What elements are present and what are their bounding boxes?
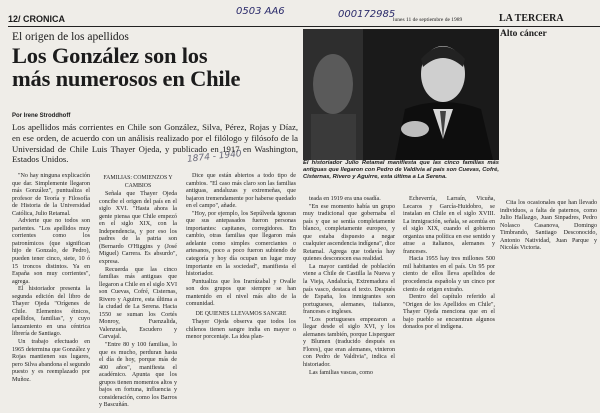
paragraph: Puntualiza que los Irarrázabal y Ovalle son dos grupos que siempre se han mantenido en el nivel más alto de la comunidad. [186, 278, 296, 308]
kicker: El origen de los apellidos [12, 31, 129, 43]
column-3 [186, 173, 296, 342]
lead-paragraph: Los apellidos más corrientes en Chile son González, Silva, Pérez, Rojas y Díaz, en ese orden, de acuerdo con un análisis realizado por el filólogo y filósofo de la Universidad de Chile Luis Thayer Ojeda, y publicado en 1917 en Washington, Estados Unidos. [12, 122, 298, 165]
headline [12, 44, 297, 90]
section-label: 12/ CRONICA [8, 14, 66, 24]
headline-line-2: más numerosos en Chile [12, 66, 241, 91]
paragraph: Señala que Thayer Ojeda concibe el origen del país en el siglo XVI. "Hasta ahora la gente piensa que Chile empezó en el siglo XIX, con la Independencia, y por eso los padres de la patria son (Bernardo O'Higgins y (José Miguel) Carrera. Es absurdo", expresa. [99, 191, 177, 266]
paragraph: Echeverría, Larraín, Vicuña, Lecaros y García-Huidobro, se instalan en Chile en el siglo XVIII. La inmigración, señala, se acentúa en el siglo XIX, cuando el gobierno organiza una política en ese sentido y atrae a italianos, alemanes y franceses. [403, 196, 495, 255]
paragraph: "Hoy, por ejemplo, los Sepúlveda ignoran que sus antepasados fueron personas importantes: capitanes, corregidores. En cambio, otras familias que llegaron más adelante como simples comerciantes o artesanos, poco a poco fueron subiendo de categoría y hoy día ocupan un lugar muy importante en la sociedad", manifiesta el historiador. [186, 210, 296, 278]
paragraph: Cita los ocasionales que han llevado individuos, a falta de paternos, como Julio Hallazgo, Juan Sinpadres, Pedro Nolasco Casanova, Domingo Timbrando, Santiago Desconocido, Antonio Natividad, Juan Parque y Nicolás Victoria. [500, 200, 597, 252]
paragraph: Las familias vascas, como [309, 369, 373, 376]
paragraph: La mayor cantidad de población viene a Chile de Castilla la Nueva y la Vieja, Andalucía, Extremadura el país vasco, destaca el texto. Después de España, los inmigrantes son portugueses, alemanes, italianos, franceses e ingleses. [303, 263, 395, 316]
paragraph: Advierte que no todos son parientes. "Los apellidos muy corrientes como los patronímicos (que significan hijo de Gonzalo, de Pedro), pueden tener cinco, siete, 10 ó 15 troncos distintos. Ya en España son muy corrientes", agrega. [12, 218, 90, 285]
paragraph: "En ese momento había un grupo muy tradicional que gobernaba el país y que se sentía completamente blanco, completamente europeo, y que estaba dispuesto a negar cualquier ascendencia indígena", dice Retamal. Agrega que todavía hay quienes desconocen esa realidad. [303, 203, 395, 263]
paragraph: Recuerda que las cinco familias más antiguas que llegaron a Chile en el siglo XVI son Cuevas, Cofré, Cisternas, Rivero y Aguirre, esta última a la ciudad de La Serena. Hacia 1550 se suman los Cortés Monroy, Fuenzalida, Valenzuela, Escudero y Carvajal. [99, 266, 177, 341]
paragraph: Thayer Ojeda observa que todos los chilenos tienen sangre india en mayor o menor porcentaje. La idea plan- [186, 319, 296, 341]
handwritten-id: 000172985 [338, 9, 396, 20]
headline-line-1: Los González son los [12, 43, 208, 68]
column-1 [12, 173, 90, 384]
paragraph: "No hay ninguna explicación que dar. Simplemente llegaron más González", puntualiza el profesor de Teoría y Filosofía de Historia de la Universidad Católica, Julio Retamal. [12, 173, 90, 217]
paragraph: Un trabajo efectuado en 1965 determina que González y Rojas mantienen sus lugares, pero Silva abandona el segundo puesto y es reemplazado por Muñoz. [12, 339, 90, 383]
paragraph: Dice que están abiertos a todo tipo de cambios. "El caso más claro son las familias antiguas, andaluzas y extremeñas, que bajaron tremendamente por haberse quedado en el campo", añade. [186, 173, 296, 210]
paragraph: El historiador presenta la segunda edición del libro de Thayer Ojeda "Orígenes de Chile. Elementos étnicos, apellidos, familias", y cuyo lanzamiento en una céntrica librería de Santiago. [12, 286, 90, 338]
paragraph: Hacia 1955 hay tres millones 500 mil habitantes en el país. Un 95 por ciento de ellos lleva apellidos de procedencia española y un cinco por ciento de origen extraño. [403, 256, 495, 293]
column-6 [500, 200, 597, 253]
paragraph: teada en 1919 era una osadía. [309, 196, 381, 202]
paragraph: "Los portugueses empezaron a llegar desde el siglo XVI, y los alemanes también, porque Lisperguer y Blumen (traducido después es Flores), que eran alemanes, vinieron con Pedro de Valdivia", indica el historiador. [303, 316, 395, 369]
column-2 [99, 173, 177, 410]
paragraph: "Entre 80 y 100 familias, lo que es mucho, perduran hasta el día de hoy, porque más de 400 años", manifiesta el académico. Apunta que los grupos tienen momentos altos y bajos en fortuna, influencia y consideración, como los Barros y Bascuñán. [99, 342, 177, 409]
photo-caption: El historiador Julio Retamal manifiesta que las cinco familias más antiguas que llegaron con Pedro de Valdivia al país son Cuevas, Cofré, Cisternas, Rivero y Aguirre, esta última a La Serena. [303, 160, 499, 180]
column-5 [403, 196, 495, 332]
historian-photo [303, 29, 499, 160]
byline: Por Irene Stroddhoff [12, 113, 71, 119]
photo-illustration [303, 29, 499, 160]
handwritten-years: 1874 - 1940 [186, 149, 243, 165]
newspaper-name: LA TERCERA [499, 13, 564, 24]
subheading: FAMILIAS: COMIENZOS Y CAMBIOS [103, 175, 173, 189]
handwritten-code: 0503 AA6 [236, 6, 285, 17]
dateline: lunes 11 de septiembre de 1989 [393, 17, 463, 23]
side-article-headline: Alto cáncer [500, 29, 547, 39]
column-4 [303, 196, 395, 377]
subheading: DE QUIENES LLEVAMOS SANGRE [195, 310, 287, 317]
paragraph: Dentro del capítulo referido al "Origen de los Apellidos en Chile", Thayer Ojeda menciona que en el bajo pueblo se encuentran algunos donados por el indígena. [403, 294, 495, 331]
